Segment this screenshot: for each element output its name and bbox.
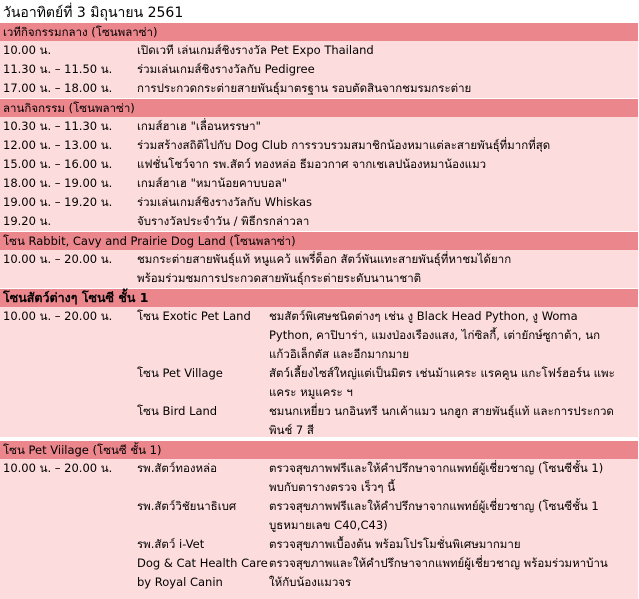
desc-line: แก้วอิเล็กตัส และอีกมากมาย [269, 347, 410, 361]
desc-cell: ร่วมสร้างสถิติไปกับ Dog Club การรวบรวมสมาชิกน้องหมาแต่ละสายพันธุ์ที่มากที่สุด [137, 138, 551, 152]
zone-name: โซน Exotic Pet Land [137, 309, 251, 323]
zone-name: รพ.สัตว์ทองหล่อ [137, 461, 217, 475]
zone-name: โซน Bird Land [137, 404, 218, 418]
desc-line: พร้อมร่วมชมการประกวดสายพันธุ์กระต่ายระดับนานาชาติ [137, 271, 422, 285]
zone-row [0, 459, 638, 497]
schedule-row [0, 269, 638, 288]
desc-cell: เกมส์ฮาเฮ "หมาน้อยคาบบอล" [137, 176, 287, 190]
zone-row [0, 535, 638, 554]
zone-desc [269, 459, 603, 497]
zone-desc [269, 307, 600, 364]
zone-row [0, 554, 638, 592]
schedule-row [0, 250, 638, 269]
desc-line: ตรวจสุขภาพเบื้องต้น พร้อมโปรโมชั่นพิเศษมากมาย [269, 537, 521, 551]
zone-row [0, 402, 638, 440]
section-header-central-stage: เวทีกิจกรรมกลาง (โซนพลาซ่า) [0, 23, 638, 41]
section-header-pet-village: โซน Pet Viilage (โซนซี ชั้น 1) [0, 441, 638, 459]
time-cell: 19.00 น. – 19.20 น. [3, 195, 113, 209]
desc-line: พินช์ 7 สี [269, 423, 314, 437]
time-cell: 10.00 น. – 20.00 น. [3, 461, 113, 475]
date-title: วันอาทิตย์ที่ 3 มิถุนายน 2561 [3, 5, 184, 21]
zone-name: โซน Pet Village [137, 366, 223, 380]
desc-line: ให้กับน้องแมวจร [269, 575, 352, 589]
desc-cell: แฟชั่นโชว์จาก รพ.สัตว์ ทองหล่อ ธีมอวกาศ จากเชเลปน้องหมาน้องแมว [137, 157, 487, 171]
desc-cell: จับรางวัลประจำวัน / พิธีกรกล่าวลา [137, 214, 310, 228]
section-central-stage [0, 41, 638, 98]
time-cell: 17.00 น. – 18.00 น. [3, 81, 113, 95]
desc-line: ตรวจสุขภาพฟรีและให้คำปรึกษาจากแพทย์ผู้เชี่ยวชาญ (โซนซีชั้น 1 [269, 499, 599, 513]
schedule-row [0, 174, 638, 193]
zone-row [0, 497, 638, 535]
zone-desc [269, 554, 608, 592]
desc-line: ตรวจสุขภาพฟรีและให้คำปรึกษาจากแพทย์ผู้เชี่ยวชาญ (โซนซีชั้น 1) [269, 461, 604, 475]
section-header-animal-zones: โซนสัตว์ต่างๆ โซนซี ชั้น 1 [0, 289, 638, 307]
schedule-row [0, 193, 638, 212]
zone-desc [269, 364, 615, 402]
desc-line: Python, คาปิบาร่า, แมงป่องเรืองแสง, ไก่ซิลกี้, เต่ายักษ์ซูกาต้า, นก [269, 328, 601, 342]
desc-line: ตรวจสุขภาพและให้คำปรึกษาจากแพทย์ผู้เชี่ยวชาญ พร้อมร่วมหาบ้าน [269, 556, 608, 570]
desc-cell: การประกวดกระต่ายสายพันธุ์มาตรฐาน รอบตัดสินจากชมรมกระต่าย [137, 81, 472, 95]
time-cell: 10.30 น. – 11.30 น. [3, 119, 113, 133]
desc-line: พบกับตารางตรวจ เร็วๆ นี้ [269, 480, 396, 494]
schedule-row [0, 41, 638, 60]
section-activity-area [0, 117, 638, 231]
time-cell: 10.00 น. [3, 43, 52, 57]
time-cell: 15.00 น. – 16.00 น. [3, 157, 113, 171]
schedule-row [0, 79, 638, 98]
zone-name: รพ.สัตว์ i-Vet [137, 537, 205, 551]
desc-line: ชมนกเหยี่ยว นกอินทรี นกเค้าแมว นกฮูก สายพันธุ์แท้ และการประกวด [269, 404, 614, 418]
zone-desc [269, 402, 614, 440]
desc-line: ชมสัตว์พิเศษชนิดต่างๆ เช่น งู Black Head Python, งู Woma [269, 309, 578, 323]
schedule-row [0, 60, 638, 79]
zone-row [0, 307, 638, 364]
section-header-rabbit-land: โซน Rabbit, Cavy and Prairie Dog Land (โซนพลาซ่า) [0, 232, 638, 250]
schedule-row [0, 117, 638, 136]
schedule-row [0, 136, 638, 155]
time-cell: 10.00 น. – 20.00 น. [3, 252, 113, 266]
desc-cell: เปิดเวที เล่นเกมส์ชิงรางวัล Pet Expo Thailand [137, 43, 374, 57]
desc-cell: ร่วมเล่นเกมส์ชิงรางวัลกับ Pedigree [137, 62, 315, 76]
zone-row [0, 364, 638, 402]
desc-cell: ร่วมเล่นเกมส์ชิงรางวัลกับ Whiskas [137, 195, 312, 209]
zone-name [137, 554, 268, 592]
zone-name-line: by Royal Canin [137, 575, 223, 589]
section-rabbit-land [0, 250, 638, 288]
time-cell: 11.30 น. – 11.50 น. [3, 62, 113, 76]
desc-line: บูธหมายเลข C40,C43) [269, 518, 388, 532]
time-cell: 10.00 น. – 20.00 น. [3, 309, 113, 323]
desc-line: ชมกระต่ายสายพันธุ์แท้ หนูแคว้ แพรี่ด็อก สัตว์พันแทะสายพันธุ์ที่หาชมได้ยาก [137, 252, 512, 266]
section-pet-village [0, 459, 638, 599]
desc-cell: เกมส์ฮาเฮ "เลื่อนหรรษา" [137, 119, 261, 133]
section-animal-zones [0, 307, 638, 437]
schedule-row [0, 155, 638, 174]
zone-name-line: Dog & Cat Health Care [137, 556, 268, 570]
zone-desc [269, 535, 521, 554]
time-cell: 18.00 น. – 19.00 น. [3, 176, 113, 190]
desc-line: แคระ หมูแคระ ฯ [269, 385, 353, 399]
desc-line: สัตว์เลี้ยงไซส์ใหญ่แต่เป็นมิตร เช่นม้าแคระ แรคคูน แกะโฟร์ฮอร์น แพะ [269, 366, 615, 380]
section-header-activity-area: ลานกิจกรรม (โซนพลาซ่า) [0, 99, 638, 117]
zone-name: รพ.สัตว์วิชัยนาธิเบศ [137, 499, 237, 513]
time-cell: 12.00 น. – 13.00 น. [3, 138, 113, 152]
schedule-row [0, 212, 638, 231]
time-cell: 19.20 น. [3, 214, 52, 228]
zone-desc [269, 497, 599, 535]
